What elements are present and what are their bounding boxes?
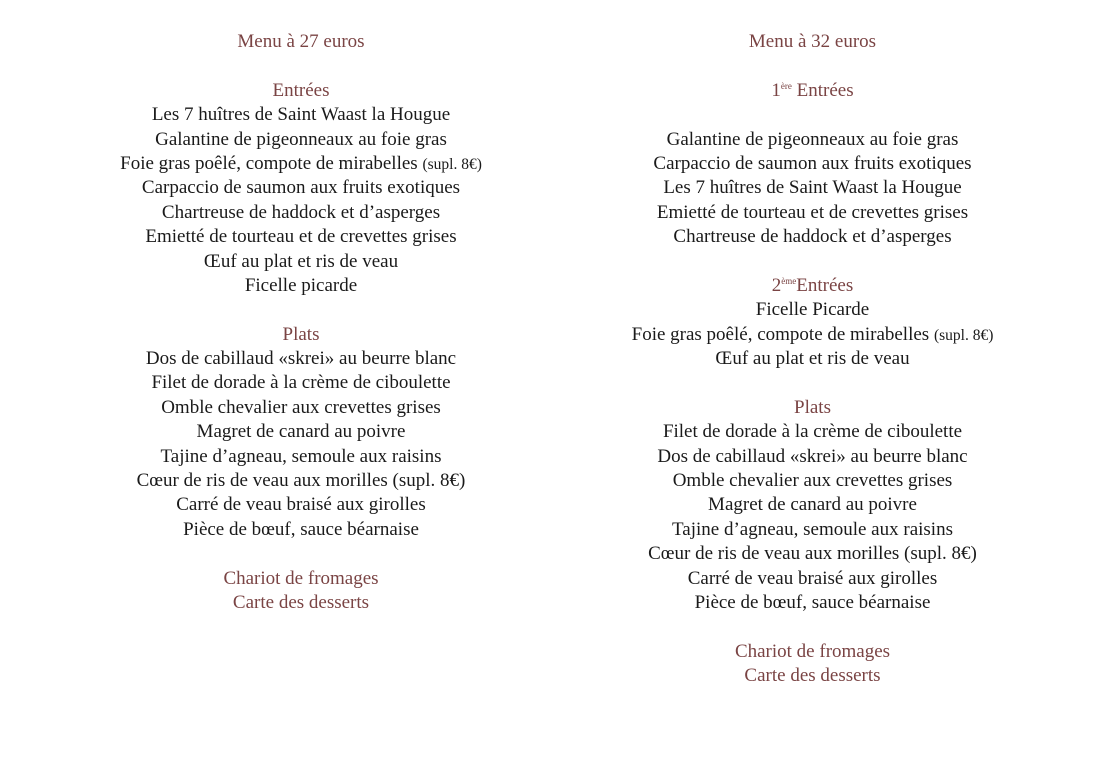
menu-32-desserts: Carte des desserts <box>744 665 881 687</box>
menu-item: Carré de veau braisé aux girolles <box>687 567 938 589</box>
menu-item: Filet de dorade à la crème de ciboulette <box>662 421 963 443</box>
supplement-note: (supl. 8€) <box>933 326 994 344</box>
menu-item: Emietté de tourteau et de crevettes grises <box>145 226 457 248</box>
menu-item: Carré de veau braisé aux girolles <box>176 494 426 516</box>
menu-item: Œuf au plat et ris de veau <box>203 250 399 272</box>
menu-item: Tajine d’agneau, semoule aux raisins <box>672 518 953 540</box>
menu-item: Ficelle Picarde <box>755 299 870 321</box>
menu-item: Pièce de bœuf, sauce béarnaise <box>183 518 419 540</box>
menu-item: Carpaccio de saumon aux fruits exotiques <box>653 152 972 174</box>
heading-word: Entrées <box>791 79 854 101</box>
menu-item-label: Foie gras poêlé, compote de mirabelles <box>631 323 930 345</box>
menu-27-plats-heading: Plats <box>282 323 320 345</box>
spacer <box>580 371 1045 395</box>
menu-item: Galantine de pigeonneaux au foie gras <box>666 128 959 150</box>
ordinal-number: 2 <box>771 274 782 296</box>
menu-27-column <box>66 30 536 615</box>
ordinal-suffix: ème <box>781 275 797 286</box>
menu-item <box>66 152 536 176</box>
menu-item-label: Foie gras poêlé, compote de mirabelles <box>120 152 418 174</box>
ordinal-suffix: ère <box>780 80 792 91</box>
menu-item: Chartreuse de haddock et d’asperges <box>673 226 952 248</box>
menu-32-fromages: Chariot de fromages <box>734 640 891 662</box>
spacer <box>580 250 1045 274</box>
menu-item: Omble chevalier aux crevettes grises <box>672 470 953 492</box>
supplement-note: (supl. 8€) <box>422 155 482 173</box>
menu-item: Ficelle picarde <box>244 274 358 296</box>
menu-item: Les 7 huîtres de Saint Waast la Hougue <box>663 177 962 199</box>
menu-item: Chartreuse de haddock et d’asperges <box>161 201 441 223</box>
spacer <box>580 103 1045 127</box>
menu-item: Magret de canard au poivre <box>708 494 917 516</box>
menu-item: Les 7 huîtres de Saint Waast la Hougue <box>151 104 451 126</box>
menu-item: Emietté de tourteau et de crevettes grises <box>656 201 969 223</box>
menu-item <box>580 323 1045 347</box>
menu-27-entrees-heading: Entrées <box>272 79 330 101</box>
menu-32-second-entrees-heading <box>580 274 1045 298</box>
spacer <box>580 615 1045 639</box>
menu-32-plats-heading: Plats <box>794 396 831 418</box>
spacer <box>580 54 1045 78</box>
heading-word: Entrées <box>796 274 854 296</box>
menu-32-column <box>580 30 1045 689</box>
menu-item: Pièce de bœuf, sauce béarnaise <box>694 591 931 613</box>
ordinal-number: 1 <box>771 79 781 101</box>
menu-item: Dos de cabillaud «skrei» au beurre blanc <box>145 348 457 370</box>
menu-item: Filet de dorade à la crème de ciboulette <box>151 372 451 394</box>
menu-item: Magret de canard au poivre <box>196 421 406 443</box>
menu-item: Galantine de pigeonneaux au foie gras <box>155 128 447 150</box>
menu-item: Omble chevalier aux crevettes grises <box>161 396 441 418</box>
menu-item <box>66 469 536 493</box>
menu-27-desserts: Carte des desserts <box>232 591 370 613</box>
menu-item: Carpaccio de saumon aux fruits exotiques <box>141 177 461 199</box>
spacer <box>66 298 536 322</box>
menu-item: Cœur de ris de veau aux morilles (supl. 8€) <box>648 543 977 565</box>
menu-27-title: Menu à 27 euros <box>237 31 365 52</box>
menu-item-label: Cœur de ris de veau aux morilles <box>136 470 388 492</box>
supplement-note: (supl. 8€) <box>392 470 466 492</box>
menu-item: Dos de cabillaud «skrei» au beurre blanc <box>657 445 968 467</box>
spacer <box>66 54 536 78</box>
menu-27-fromages: Chariot de fromages <box>223 567 379 589</box>
menu-item: Œuf au plat et ris de veau <box>715 348 910 370</box>
menu-item: Tajine d’agneau, semoule aux raisins <box>160 445 442 467</box>
menu-32-first-entrees-heading <box>580 79 1045 103</box>
spacer <box>66 542 536 566</box>
menu-32-title: Menu à 32 euros <box>748 31 877 52</box>
